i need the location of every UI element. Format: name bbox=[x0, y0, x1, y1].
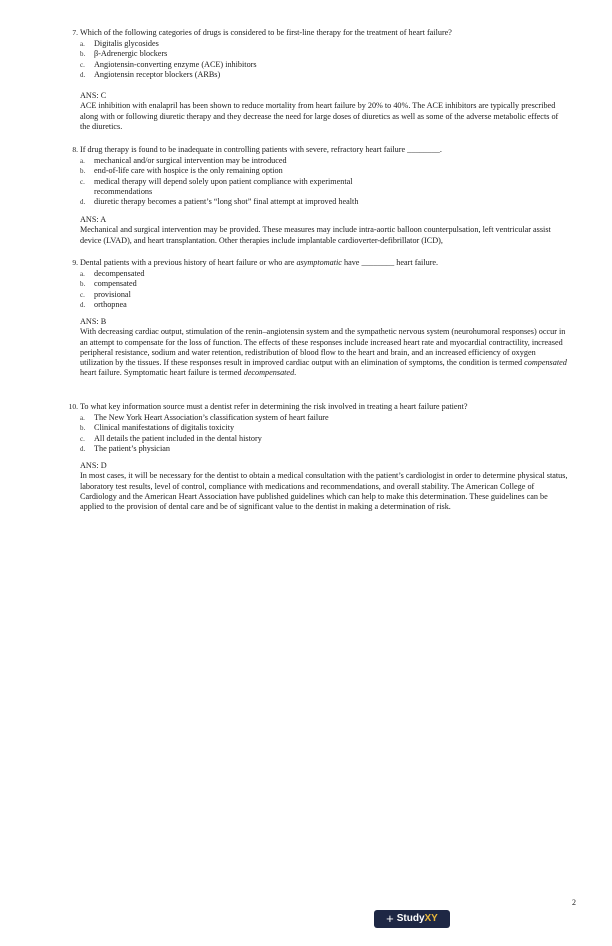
option-a: a. The New York Heart Association’s classification system of heart failure bbox=[80, 413, 329, 422]
option-c: c. All details the patient included in the dental history bbox=[80, 433, 262, 443]
answer-block bbox=[80, 317, 570, 379]
option-d: d. orthopnea bbox=[80, 299, 127, 309]
option-d: d. The patient’s physician bbox=[80, 443, 170, 453]
options-list bbox=[80, 413, 570, 454]
answer-label: ANS: B bbox=[80, 317, 107, 326]
option-b: b. end-of-life care with hospice is the only remaining option bbox=[80, 166, 283, 176]
answer-explanation: With decreasing cardiac output, stimulation of the renin–angiotensin system and the sympathetic nervous system (neurohumoral responses) occur in an attempt to compensate for the loss of function. The effects of these responses include increased heart rate and myocardial contractility, increased peripheral resistance, sodium and water retention, redistribution of blood flow to the heart and brain, and an increased efficiency of oxygen utilization by the tissues. If these responses result in improved cardiac output with an elimination of symptoms, the condition is termed compensated heart failure. Symptomatic heart failure is termed decompensated. bbox=[80, 327, 567, 378]
question-text: To what key information source must a dentist refer in determining the risk involved in treating a heart failure patient? bbox=[80, 402, 468, 411]
question-text: If drug therapy is found to be inadequate in controlling patients with severe, refractory heart failure ________. bbox=[80, 145, 442, 154]
option-b: b. Clinical manifestations of digitalis toxicity bbox=[80, 423, 235, 433]
page-number: 2 bbox=[572, 898, 576, 907]
options-list bbox=[80, 156, 570, 207]
option-a: a. decompensated bbox=[80, 269, 145, 278]
option-c: c. provisional bbox=[80, 289, 131, 299]
question-number: 7. bbox=[72, 28, 78, 37]
option-c: c. Angiotensin-converting enzyme (ACE) inhibitors bbox=[80, 59, 257, 69]
option-a: a. Digitalis glycosides bbox=[80, 39, 159, 48]
answer-label: ANS: A bbox=[80, 215, 107, 224]
option-b: b. β-Adrenergic blockers bbox=[80, 49, 168, 59]
answer-block bbox=[80, 91, 570, 132]
question-number: 9. bbox=[72, 258, 78, 267]
question-number: 8. bbox=[72, 145, 78, 154]
answer-label: ANS: C bbox=[80, 91, 107, 100]
answer-label: ANS: D bbox=[80, 461, 107, 470]
question-text: Which of the following categories of drugs is considered to be first-line therapy for the treatment of heart failure? bbox=[80, 28, 452, 37]
answer-explanation: In most cases, it will be necessary for the dentist to obtain a medical consultation with the patient’s cardiologist in order to determine physical status, laboratory test results, level of control, compliance with medications and recommendations, and overall stability. The American College of Cardiology and the American Heart Association have published guidelines which can help to make this determination. These guidelines can be applied to the provision of dental care and be of significant value to the dentist in making a determination of risk. bbox=[80, 471, 568, 512]
answer-explanation: ACE inhibition with enalapril has been shown to reduce mortality from heart failure by 20% to 40%. The ACE inhibitors are typically prescribed along with or following diuretic therapy and they decrease the need for large doses of diuretics as well as some of the adverse metabolic effects of the diuretics. bbox=[80, 101, 559, 131]
question-number: 10. bbox=[68, 402, 78, 411]
plus-icon: + bbox=[386, 910, 394, 926]
option-c: c. medical therapy will depend solely upon patient compliance with experimental recommendations bbox=[80, 176, 353, 196]
option-d: d. Angiotensin receptor blockers (ARBs) bbox=[80, 69, 221, 79]
question-text: Dental patients with a previous history of heart failure or who are asymptomatic have ________ heart failure. bbox=[80, 258, 439, 267]
options-list bbox=[80, 269, 570, 310]
option-d: d. diuretic therapy becomes a patient’s “long shot” final attempt at improved health bbox=[80, 197, 359, 207]
option-b: b. compensated bbox=[80, 279, 137, 289]
options-list bbox=[80, 39, 570, 80]
answer-block bbox=[80, 215, 570, 246]
option-a: a. mechanical and/or surgical intervention may be introduced bbox=[80, 156, 287, 165]
answer-explanation: Mechanical and surgical intervention may be provided. These measures may include intra-aortic balloon counterpulsation, left ventricular assist device (LVAD), and heart transplantation. Other therapies include implantable cardioverter-defibrillator (ICD), bbox=[80, 225, 551, 245]
studyxy-logo: + Study XY bbox=[374, 910, 450, 928]
answer-block bbox=[80, 461, 570, 512]
